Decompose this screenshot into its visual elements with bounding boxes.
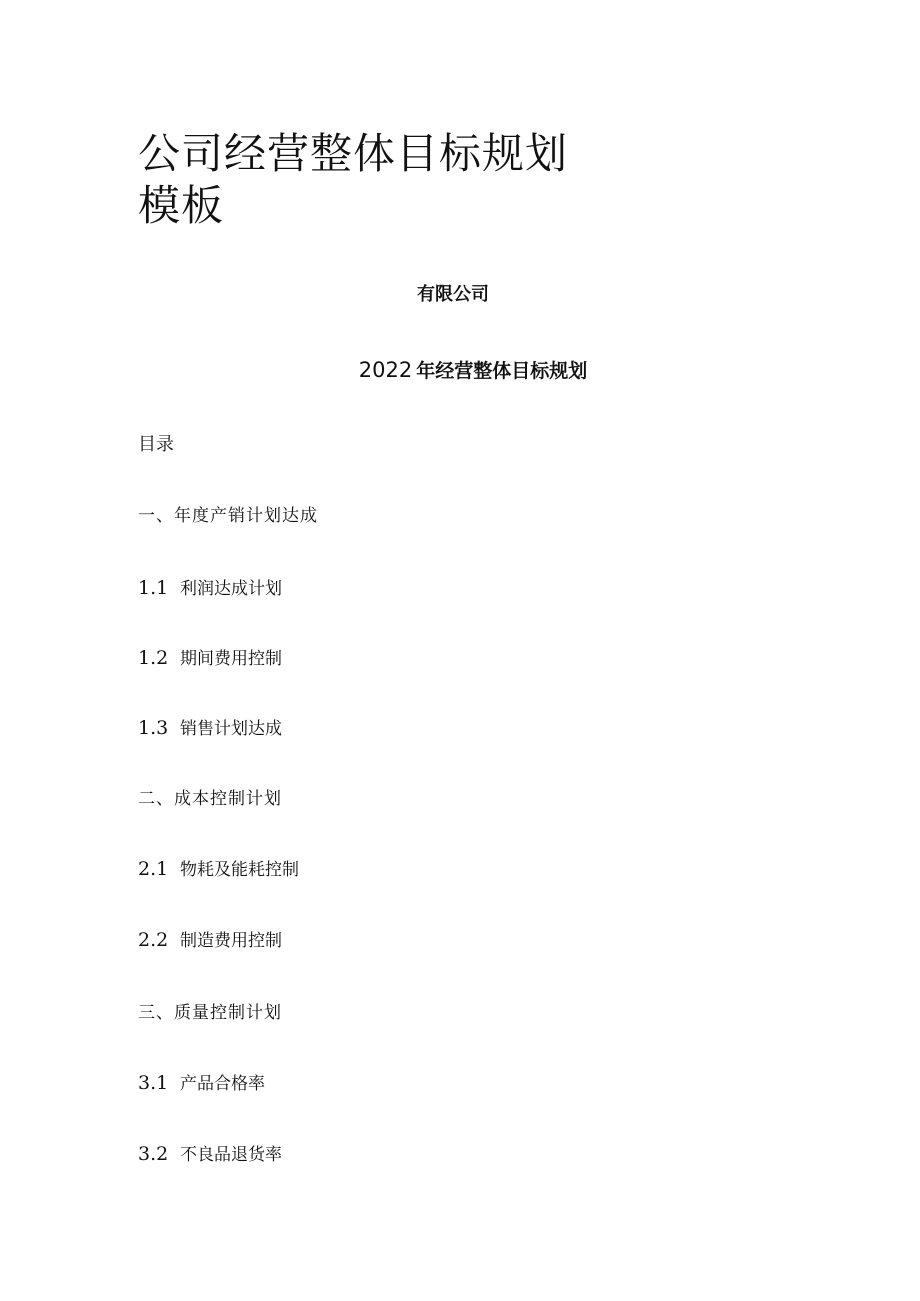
plan-year: 2022 [358,358,413,382]
toc-item-2-2 [138,926,282,955]
toc-item-number: 1.1 [138,577,169,599]
plan-subtitle-text: 年经营整体目标规划 [416,360,588,382]
toc-item-number: 1.2 [138,647,169,669]
toc-item-3-1 [138,1069,265,1098]
toc-item-label: 不良品退货率 [180,1145,282,1165]
document-title-line-2: 模板 [138,181,225,230]
toc-item-1-3 [138,714,282,743]
document-title [138,128,658,232]
toc-item-number: 3.1 [138,1072,169,1094]
toc-item-label: 销售计划达成 [180,719,282,739]
toc-item-1-2 [138,644,282,673]
toc-item-3-2 [138,1140,282,1169]
toc-item-label: 产品合格率 [180,1074,265,1094]
toc-item-label: 利润达成计划 [180,579,282,599]
toc-section-3 [138,999,282,1027]
toc-section-label: 三、质量控制计划 [138,1003,282,1023]
toc-item-number: 2.2 [138,929,169,951]
toc-section-1 [138,502,318,530]
toc-section-label: 二、成本控制计划 [138,789,282,809]
plan-subtitle [0,355,920,386]
company-name: 有限公司 [417,284,489,305]
toc-item-number: 1.3 [138,717,169,739]
toc-item-2-1 [138,855,299,884]
toc-item-label: 物耗及能耗控制 [180,860,299,880]
toc-item-number: 3.2 [138,1143,169,1165]
toc-item-label: 制造费用控制 [180,931,282,951]
toc-item-1-1 [138,574,282,603]
document-title-line-1: 公司经营整体目标规划 [138,129,569,178]
toc-section-label: 一、年度产销计划达成 [138,506,318,526]
toc-section-2 [138,785,282,813]
toc-item-number: 2.1 [138,858,169,880]
toc-heading: 目录 [138,434,174,455]
toc-item-label: 期间费用控制 [180,649,282,669]
